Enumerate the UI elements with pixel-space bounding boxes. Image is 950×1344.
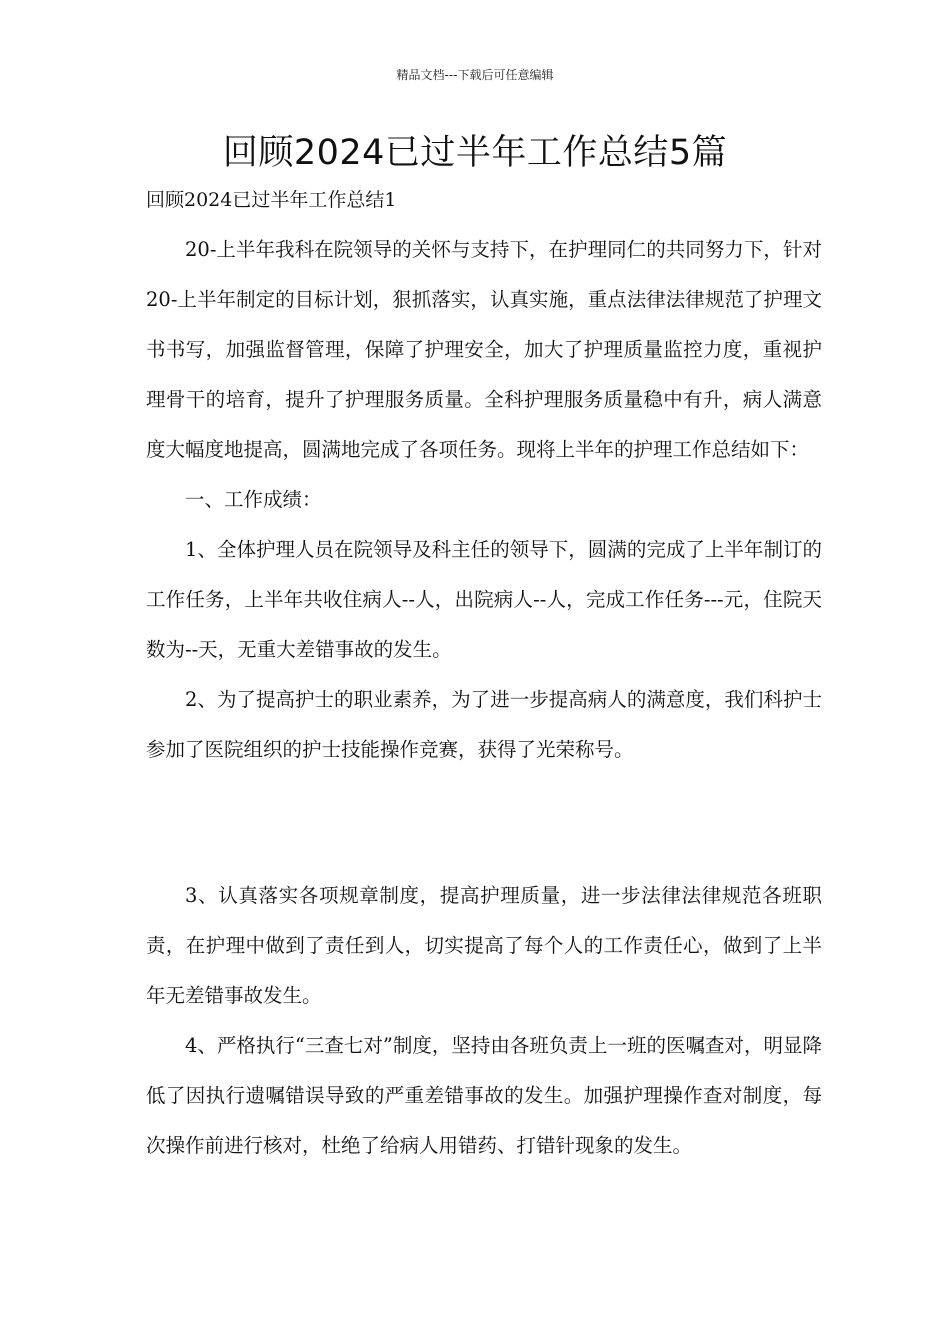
paragraph: 3、认真落实各项规章制度，提高护理质量，进一步法律法律规范各班职责，在护理中做到了责任到人，切实提高了每个人的工作责任心，做到了上半年无差错事故发生。 [146,884,822,1007]
page-header: 精品文档---下载后可任意编辑 [396,68,554,82]
body-text-top [146,225,822,775]
paragraph: 一、工作成绩： [185,488,322,511]
document-title: 回顾2024已过半年工作总结5篇 [222,133,728,173]
section-subtitle: 回顾2024已过半年工作总结1 [146,189,397,211]
paragraph: 20-上半年我科在院领导的关怀与支持下，在护理同仁的共同努力下，针对20-上半年制定的目标计划，狠抓落实，认真实施，重点法律法律规范了护理文书书写，加强监督管理，保障了护理安全，加大了护理质量监控力度，重视护理骨干的培育，提升了护理服务质量。全科护理服务质量稳中有升，病人满意度大幅度地提高，圆满地完成了各项任务。现将上半年的护理工作总结如下： [146,238,822,461]
paragraph: 2、为了提高护士的职业素养，为了进一步提高病人的满意度，我们科护士参加了医院组织的护士技能操作竞赛，获得了光荣称号。 [146,688,822,761]
paragraph: 4、严格执行“三查七对”制度，坚持由各班负责上一班的医嘱查对，明显降低了因执行遗嘱错误导致的严重差错事故的发生。加强护理操作查对制度，每次操作前进行核对，杜绝了给病人用错药、打错针现象的发生。 [146,1034,822,1157]
body-text-bottom [146,871,822,1171]
paragraph: 1、全体护理人员在院领导及科主任的领导下，圆满的完成了上半年制订的工作任务，上半年共收住病人--人，出院病人--人，完成工作任务---元，住院天数为--天，无重大差错事故的发生。 [146,538,822,661]
